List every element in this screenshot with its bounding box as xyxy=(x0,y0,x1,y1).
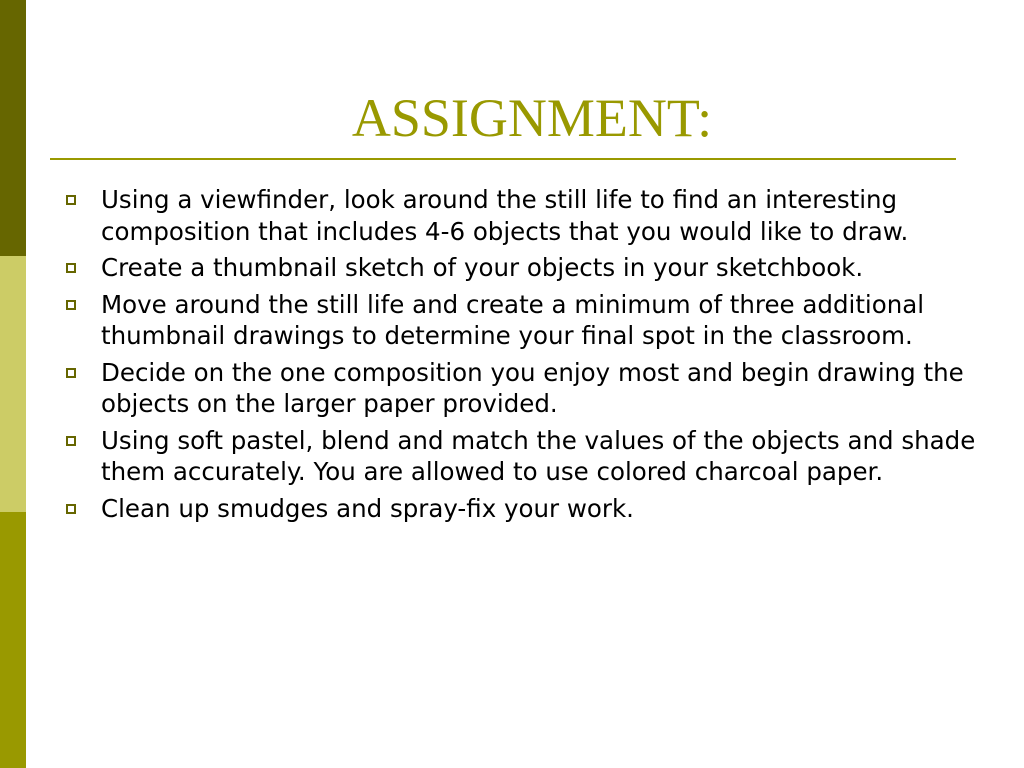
bullet-item xyxy=(66,252,976,284)
hollow-square-bullet-icon xyxy=(66,195,76,205)
bullet-item xyxy=(66,184,976,247)
hollow-square-bullet-icon xyxy=(66,300,76,310)
sidebar-accent-middle xyxy=(0,256,26,512)
bullet-text: Clean up smudges and spray-fix your work. xyxy=(101,493,634,523)
bullet-text: Create a thumbnail sketch of your objects in your sketchbook. xyxy=(101,253,864,282)
bullet-text: Using soft pastel, blend and match the values of the objects and shade them accurately. You are allowed to use colored charcoal paper. xyxy=(101,425,976,486)
sidebar-accent-bottom xyxy=(0,512,26,768)
hollow-square-bullet-icon xyxy=(66,368,76,378)
title-divider xyxy=(50,158,956,160)
bullet-text: Decide on the one composition you enjoy most and begin drawing the objects on the larger paper provided. xyxy=(101,357,964,418)
slide-title: ASSIGNMENT: xyxy=(351,88,713,148)
bullet-list xyxy=(66,184,976,529)
hollow-square-bullet-icon xyxy=(66,263,76,273)
hollow-square-bullet-icon xyxy=(66,436,76,446)
bullet-item xyxy=(66,493,976,525)
bullet-item xyxy=(66,357,976,420)
sidebar-accent-top xyxy=(0,0,26,256)
bullet-text: Move around the still life and create a minimum of three additional thumbnail drawings to determine your final spot in the classroom. xyxy=(101,289,925,350)
bullet-text: Using a viewfinder, look around the still life to find an interesting composition that includes 4-6 objects that you would like to draw. xyxy=(101,185,909,246)
hollow-square-bullet-icon xyxy=(66,504,76,514)
bullet-item xyxy=(66,289,976,352)
bullet-item xyxy=(66,425,976,488)
